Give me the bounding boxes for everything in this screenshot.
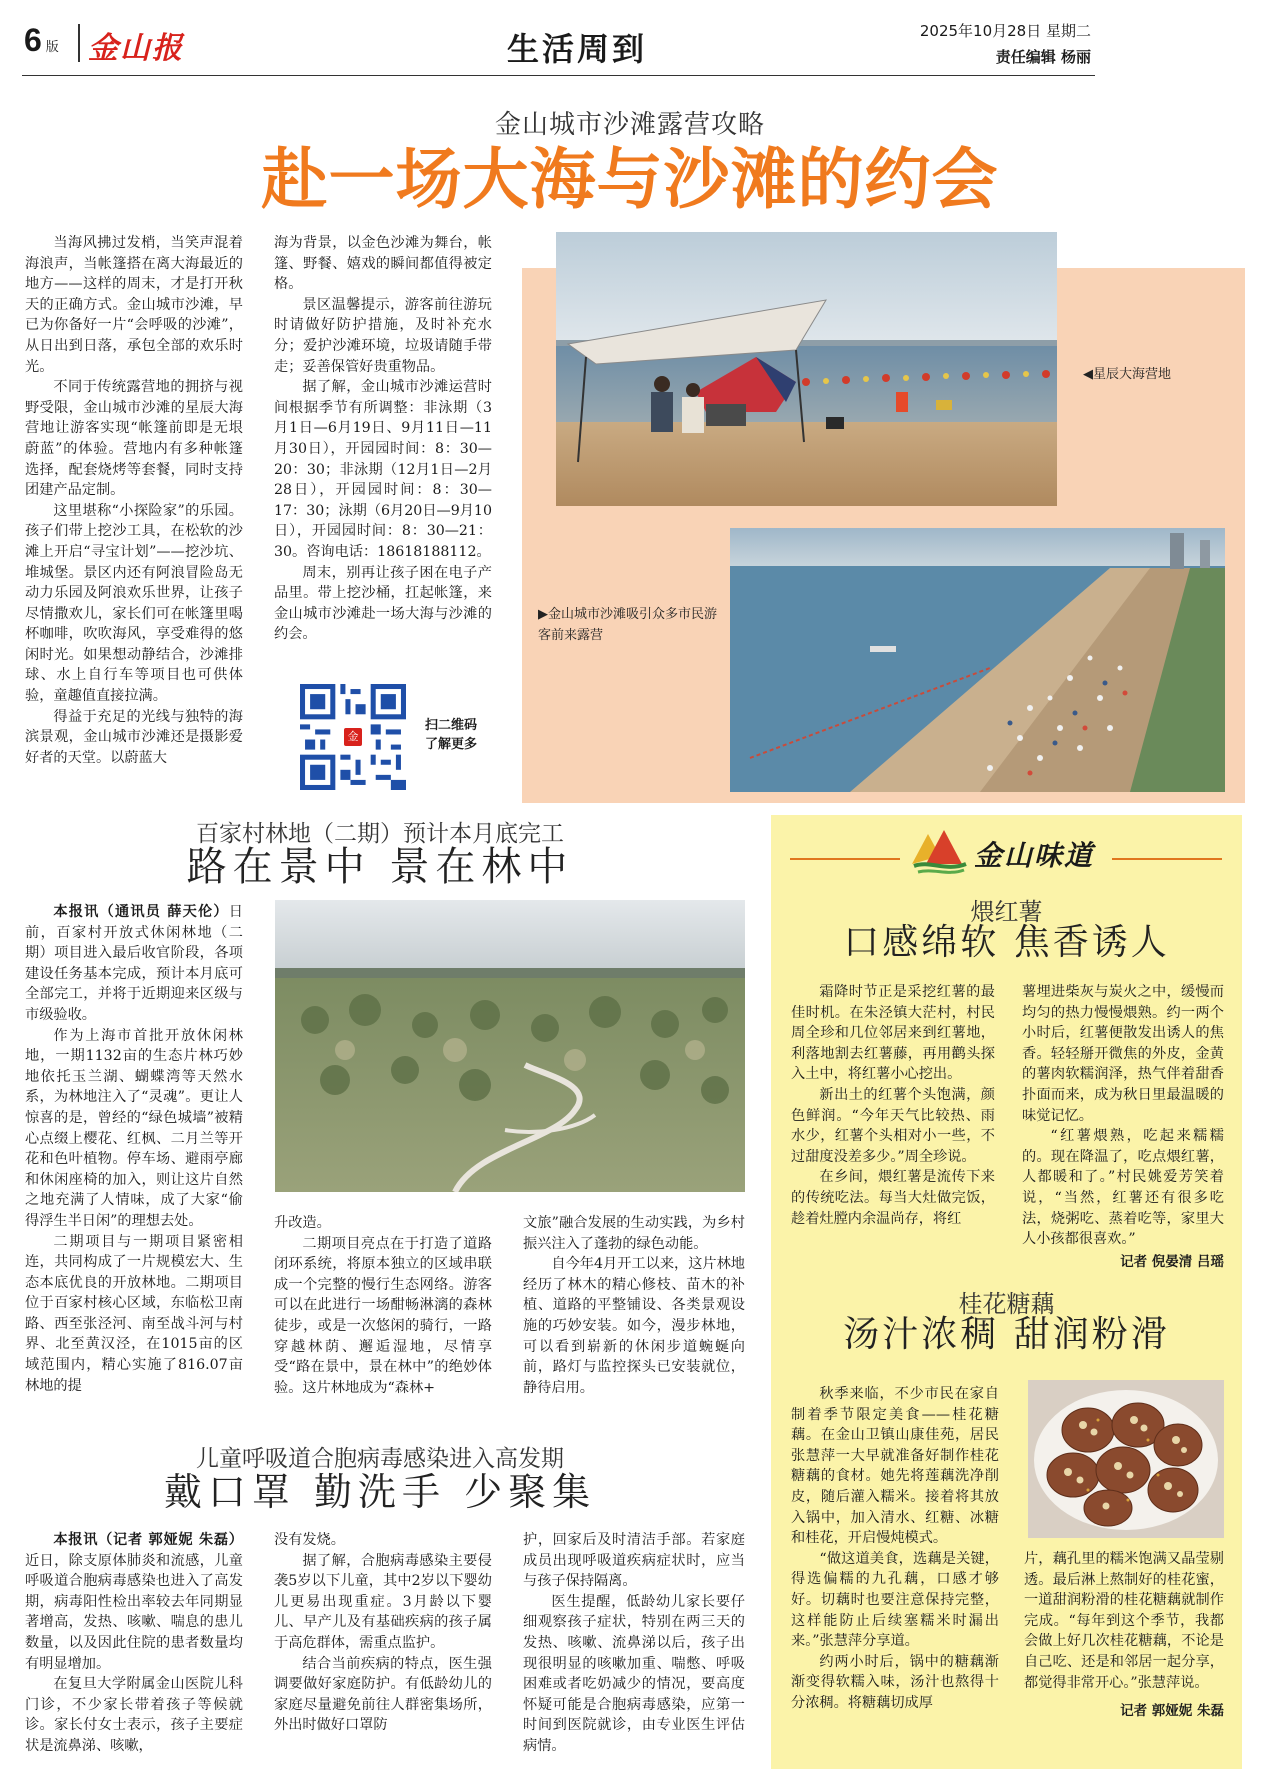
story2-paragraph: “做这道美食，选藕是关键，得选偏糯的九孔藕，口感才够好。切藕时也要注意保持完整，这样能防止后续塞糯米时漏出来。”张慧萍分享道。 bbox=[791, 1550, 999, 1650]
photo-lotus-root bbox=[1028, 1380, 1224, 1538]
article3-column-2 bbox=[274, 1530, 492, 1736]
story2-paragraph: 约两小时后，锅中的糖藕渐渐变得软糯入味，汤汁也熬得十分浓稠。将糖藕切成厚 bbox=[791, 1653, 999, 1711]
article3-paragraph: 近日，除支原体肺炎和流感，儿童呼吸道合胞病毒感染也进入了高发期，病毒阳性检出率较去年同期显著增高，发热、咳嗽、喘息的患儿数量，以及因此住院的患者数量均有明显增加。 bbox=[25, 1552, 243, 1672]
article1-paragraph: 得益于充足的光线与独特的海滨景观，金山城市沙滩还是摄影爱好者的天堂。以蔚蓝大 bbox=[25, 708, 243, 766]
photo-tent-beach-image bbox=[556, 232, 1057, 506]
story2-kicker: 桂花糖藕 bbox=[958, 1290, 1055, 1318]
qr-caption bbox=[425, 716, 505, 754]
story1-kicker: 煨红薯 bbox=[970, 898, 1043, 926]
photo-lotus-root-image bbox=[1028, 1380, 1224, 1538]
article2-paragraph: 自今年4月开工以来，这片林地经历了林木的精心修枝、苗木的补植、道路的平整铺设、各类景观设施的巧妙安装。如今，漫步林地，可以看到崭新的休闲步道蜿蜒向前，路灯与监控探头已安装就位，静待启用。 bbox=[523, 1256, 745, 1396]
photo2-caption: ▶金山城市沙滩吸引众多市民游客前来露营 bbox=[538, 607, 717, 643]
article1-kicker: 金山城市沙滩露营攻略 bbox=[494, 110, 765, 140]
issue-date: 2025年10月28日 星期二 bbox=[919, 22, 1091, 40]
photo-forest bbox=[275, 900, 745, 1192]
article2-headline: 路在景中 景在林中 bbox=[186, 844, 574, 890]
article2-column-2 bbox=[274, 1213, 492, 1398]
article2-paragraph: 二期项目亮点在于打造了道路闭环系统，将原本独立的区域串联成一个完整的慢行生态网络。游客可以在此进行一场酣畅淋漓的森林徒步，或是一次悠闲的骑行，一路穿越林荫、邂逅湿地，尽情享受“路在景中，景在林中”的绝妙体验。这片林地成为“森林+ bbox=[274, 1235, 492, 1396]
article1-paragraph: 不同于传统露营地的拥挤与视野受限，金山城市沙滩的星辰大海营地让游客实现“帐篷前即是无垠蔚蓝”的体验。营地内有多种帐篷选择，配套烧烤等套餐，同时支持团建产品定制。 bbox=[25, 379, 243, 499]
story1-paragraph: 霜降时节正是采挖红薯的最佳时机。在朱泾镇大茫村，村民周全珍和几位邻居来到红薯地，利落地割去红薯藤，再用鹳头探入土中，将红薯小心挖出。 bbox=[791, 984, 995, 1083]
photo-forest-image bbox=[275, 900, 745, 1192]
sidebar-logo-text: 金山味道 bbox=[974, 839, 1095, 872]
editor-line: 责任编辑 杨丽 bbox=[995, 48, 1091, 66]
photo1-caption: ◀星辰大海营地 bbox=[1083, 367, 1171, 382]
qr-caption-line1: 扫二维码 bbox=[425, 718, 478, 733]
article1-paragraph: 当海风拂过发梢，当笑声混着海浪声，当帐篷搭在离大海最近的地方——这样的周末，才是打开秋天的正确方式。金山城市沙滩，早已为你备好一片“会呼吸的沙滩”，从日出到日落，承包全部的欢乐时光。 bbox=[25, 235, 243, 375]
story2-paragraph: 片，藕孔里的糯米饱满又晶莹剔透。最后淋上熬制好的桂花蜜，一道甜润粉滑的桂花糖藕就制作完成。“每年到这个季节，我都会做上好几次桂花糖藕，不论是自己吃、还是和邻居一起分享，都觉得非常开心。”张慧萍说。 bbox=[1024, 1551, 1224, 1691]
photo-tent-beach bbox=[556, 232, 1057, 506]
article1-paragraph: 周末，别再让孩子困在电子产品里。带上挖沙桶，扛起帐篷，来金山城市沙滩赴一场大海与沙滩的约会。 bbox=[274, 564, 492, 643]
article3-paragraph: 结合当前疾病的特点，医生强调要做好家庭防护。有低龄幼儿的家庭尽量避免前往人群密集场所，外出时做好口罩防 bbox=[274, 1655, 492, 1734]
article2-byline: 本报讯（通讯员 薛天伦） bbox=[53, 904, 229, 920]
article2-column-1 bbox=[25, 902, 243, 1396]
article2-paragraph: 升改造。 bbox=[274, 1215, 331, 1231]
article3-lead bbox=[25, 1530, 243, 1674]
qr-center-logo: 金 bbox=[344, 728, 362, 746]
story1-column-2 bbox=[1022, 982, 1224, 1272]
article2-lead bbox=[25, 902, 243, 1026]
article1-paragraph: 海为背景，以金色沙滩为舞台，帐篷、野餐、嬉戏的瞬间都值得被定格。 bbox=[274, 235, 492, 293]
article1-column-2 bbox=[274, 233, 492, 645]
article3-paragraph: 没有发烧。 bbox=[274, 1532, 345, 1548]
story1-paragraph: “红薯煨熟，吃起来糯糯的。现在降温了，吃点煨红薯，人都暖和了。”村民姚爱芳笑着说，“当然，红薯还有很多吃法，烧粥吃、蒸着吃等，家里大人小孩都很喜欢。” bbox=[1022, 1128, 1224, 1248]
sidebar-rule-left bbox=[790, 858, 900, 860]
story2-paragraph: 秋季来临，不少市民在家自制着季节限定美食——桂花糖藕。在金山卫镇山康佳苑，居民张慧萍一大早就准备好制作桂花糖藕的食材。她先将莲藕洗净削皮，随后灌入糯米。接着将其放入锅中，加入清水、红糖、冰糖和桂花，开启慢炖模式。 bbox=[791, 1386, 999, 1547]
article3-paragraph: 医生提醒，低龄幼儿家长要仔细观察孩子症状，特别在两三天的发热、咳嗽、流鼻涕以后，孩子出现很明显的咳嗽加重、喘憋、呼吸困难或者吃奶减少的情况，要高度怀疑可能是合胞病毒感染，应第一时间到医院就诊，由专业医生评估病情。 bbox=[523, 1593, 745, 1754]
sidebar-logo bbox=[910, 826, 1110, 878]
story1-paragraph: 薯埋进柴灰与炭火之中，缓慢而均匀的热力慢慢煨熟。约一两个小时后，红薯便散发出诱人的焦香。轻轻掰开微焦的外皮，金黄的薯肉软糯润泽，热气伴着甜香扑面而来，成为秋日里最温暖的味觉记忆。 bbox=[1022, 984, 1224, 1124]
paper-logo: 金山报 bbox=[88, 31, 184, 66]
story2-column-2 bbox=[1024, 1549, 1224, 1722]
article1-paragraph: 这里堪称“小探险家”的乐园。孩子们带上挖沙工具，在松软的沙滩上开启“寻宝计划”——挖沙坑、堆城堡。景区内还有阿浪冒险岛无动力乐园及阿浪欢乐世界，让孩子尽情撒欢儿，家长们可在帐篷里喝杯咖啡，吹吹海风，享受难得的悠闲时光。如果想动静结合，沙滩排球、水上自行车等项目也可供体验，童趣值直接拉满。 bbox=[25, 502, 243, 705]
story2-author: 记者 郭娅妮 朱磊 bbox=[1120, 1703, 1224, 1720]
article2-paragraph: 二期项目与一期项目紧密相连，共同构成了一片规模宏大、生态本底优良的开放林地。二期项目位于百家村核心区域，东临松卫南路、西至张泾河、南至战斗河与村界、北至黄汉泾，在1015亩的区域范围内，精心实施了816.07亩林地的提 bbox=[25, 1233, 243, 1394]
article3-byline: 本报讯（记者 郭娅妮 朱磊） bbox=[53, 1532, 243, 1548]
story2-column-1 bbox=[791, 1384, 999, 1714]
article3-column-3 bbox=[523, 1530, 745, 1757]
article2-paragraph: 日前，百家村开放式休闲林地（二期）项目进入最后收官阶段，各项建设任务基本完成，预计本月底可全部完工，并将于近期迎来区级与市级验收。 bbox=[25, 904, 243, 1023]
article3-paragraph: 在复旦大学附属金山医院儿科门诊，不少家长带着孩子等候就诊。家长付女士表示，孩子主要症状是流鼻涕、咳嗽， bbox=[25, 1676, 243, 1754]
article1-paragraph: 景区温馨提示，游客前往游玩时请做好防护措施，及时补充水分；爱护沙滩环境，垃圾请随手带走；妥善保管好贵重物品。 bbox=[274, 296, 492, 375]
article3-headline: 戴口罩 勤洗手 少聚集 bbox=[163, 1470, 597, 1514]
photo-aerial-beach bbox=[730, 528, 1225, 792]
article2-kicker: 百家村林地（二期）预计本月底完工 bbox=[196, 821, 564, 847]
story2-headline: 汤汁浓稠 甜润粉滑 bbox=[843, 1314, 1170, 1355]
sidebar-rule-right bbox=[1112, 858, 1222, 860]
masthead bbox=[22, 18, 1095, 76]
photo-aerial-beach-image bbox=[730, 528, 1225, 792]
page-number: 6 版 bbox=[24, 22, 59, 58]
article3-paragraph: 护，回家后及时清洁手部。若家庭成员出现呼吸道疾病症状时，应当与孩子保持隔离。 bbox=[523, 1532, 745, 1590]
article3-paragraph: 据了解，合胞病毒感染主要侵袭5岁以下儿童，其中2岁以下婴幼儿更易出现重症。3月龄以下婴儿、早产儿及有基础疾病的孩子属于高危群体，需重点监护。 bbox=[274, 1552, 492, 1651]
article2-paragraph: 文旅”融合发展的生动实践，为乡村振兴注入了蓬勃的绿色动能。 bbox=[523, 1215, 745, 1252]
qr-caption-line2: 了解更多 bbox=[425, 737, 478, 752]
story1-headline: 口感绵软 焦香诱人 bbox=[843, 922, 1170, 963]
article1-headline: 赴一场大海与沙滩的约会 bbox=[261, 141, 999, 218]
article1-paragraph: 据了解，金山城市沙滩运营时间根据季节有所调整：非泳期（3月1日—6月19日、9月11日—11月30日），开园园时间：8：30—20：30；非泳期（12月1日—2月28日），开园园时间：8：30—17：30；泳期（6月20日—9月10日），开园园时间：8：30—21：30。咨询电话：18618188112。 bbox=[274, 379, 492, 560]
mountain-logo-icon bbox=[910, 826, 970, 878]
story1-paragraph: 在乡间，煨红薯是流传下来的传统吃法。每当大灶做完饭，趁着灶膛内余温尚存，将红 bbox=[791, 1169, 995, 1227]
story1-author: 记者 倪晏清 吕瑶 bbox=[1120, 1253, 1224, 1270]
masthead-divider bbox=[78, 24, 80, 62]
article1-column-1 bbox=[25, 233, 243, 768]
article3-column-1 bbox=[25, 1530, 243, 1757]
article2-column-3 bbox=[523, 1213, 745, 1398]
story1-column-1 bbox=[791, 982, 995, 1229]
article2-paragraph: 作为上海市首批开放休闲林地，一期1132亩的生态片林巧妙地依托玉兰湖、蝴蝶湾等天然水系，为林地注入了“灵魂”。更让人惊喜的是，曾经的“绿色城墙”被精心点缀上樱花、红枫、二月兰等开花和色叶植物。停车场、避雨亭廊和休闲座椅的加入，则让这片自然之地充满了人情味，成了大家“偷得浮生半日闲”的理想去处。 bbox=[25, 1027, 243, 1229]
qr-code[interactable] bbox=[300, 684, 406, 790]
story1-paragraph: 新出土的红薯个头饱满，颜色鲜润。“今年天气比较热、雨水少，红薯个头相对小一些，不过甜度没差多少。”周全珍说。 bbox=[791, 1086, 995, 1165]
section-title: 生活周到 bbox=[506, 30, 647, 68]
article3-kicker: 儿童呼吸道合胞病毒感染进入高发期 bbox=[196, 1446, 564, 1472]
